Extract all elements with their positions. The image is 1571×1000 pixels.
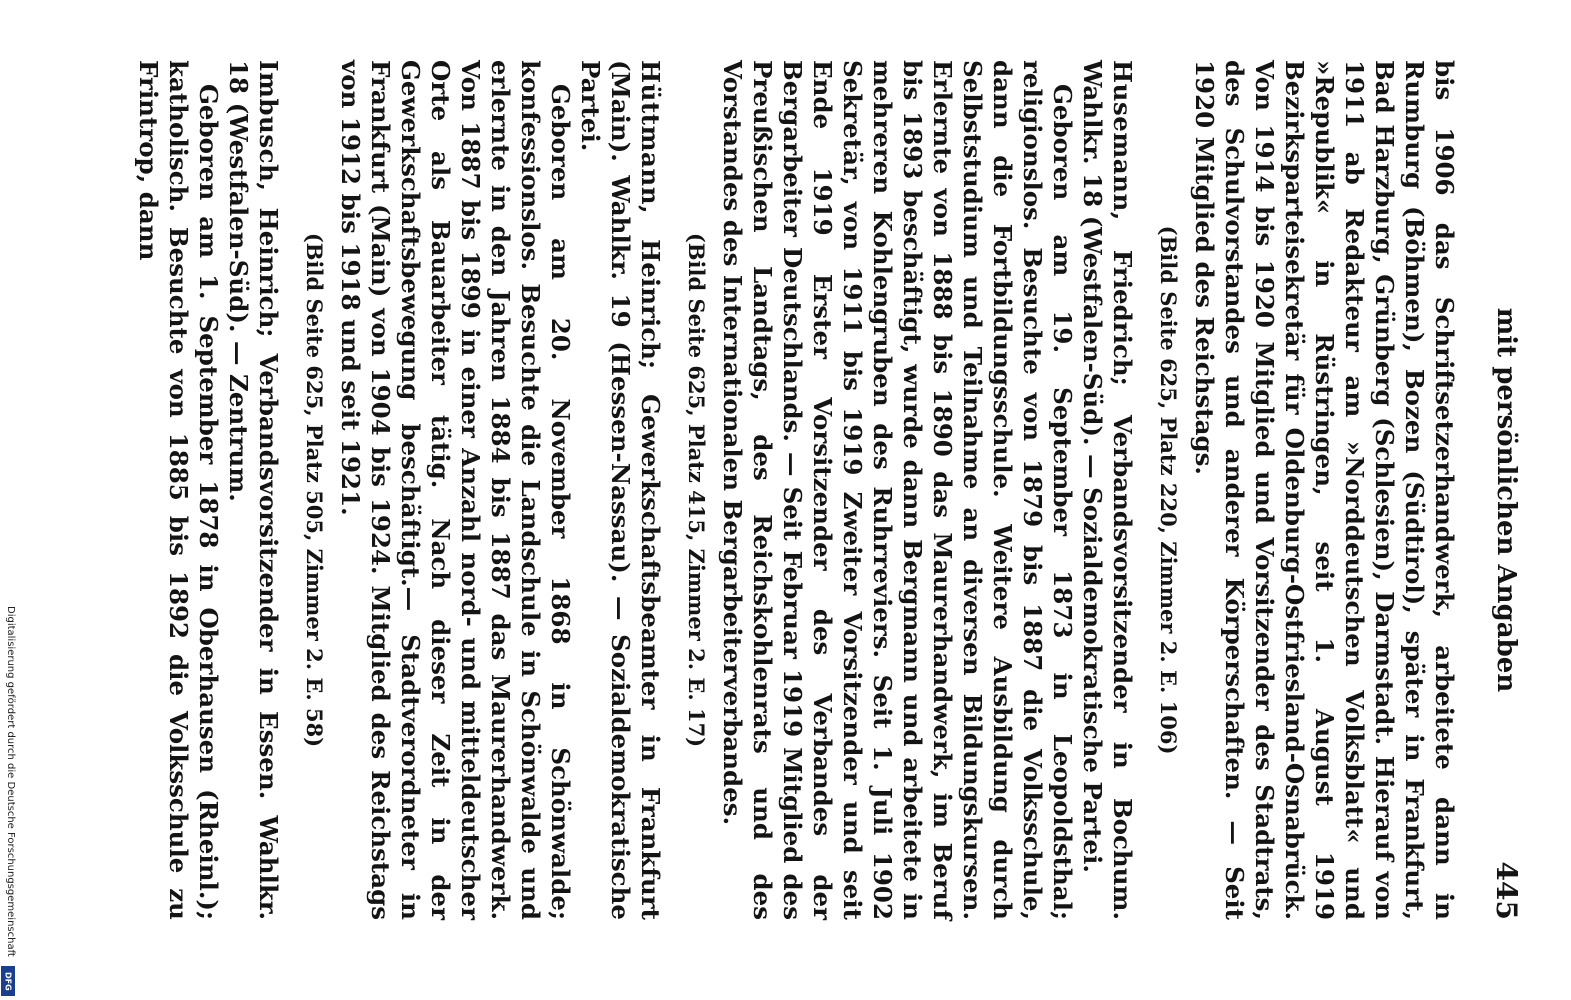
- entry-reference: (Bild Seite 625, Platz 415, Zimmer 2. E. 17): [684, 232, 709, 748]
- entry-biography: Geboren am 19. September 1873 in Leopoldsthal; religionslos. Besuchte von 1879 bis 1887 die Volksschule, dann die Fortbildungsschule. Weitere Ausbildung durch Selbststudium und Teilnahme an diversen Bildungskursen. Erlernte von 1888 bis 1890 das Maurerhandwerk, im Beruf bis 1893 beschäftigt, wurde dann Bergmann und arbeitete in mehreren Kohlengruben des Ruhrreviers. Seit 1. Juli 1902 Sekretär, von 1911 bis 1919 Zweiter Vorsitzender und seit Ende 1919 Erster Vorsitzender des Verbandes der Bergarbeiter Deutschlands. — Seit Februar 1919 Mitglied des Preußischen Landtags, des Reichskohlenrats und des Vorstandes des Internationalen Bergarbeiterverbandes.: [718, 60, 1077, 920]
- entry-heading: [575, 60, 665, 920]
- entry-summary: Heinrich; Verbandsvorsitzender in Essen. Wahlkr. 18 (Westfalen-Süd). — Zentrum.: [224, 60, 283, 920]
- page-header: [1481, 80, 1521, 920]
- entry-biography: Geboren am 1. September 1878 in Oberhausen (Rheinl.); katholisch. Besuchte von 1885 bis 1892 die Volksschule zu Frintrop, dann: [134, 60, 223, 920]
- page-number: 445: [1490, 861, 1523, 920]
- entry-summary: Friedrich; Verbandsvorsitzender in Bochum. Wahlkr. 18 (Westfalen-Süd). — Sozialdemokratische Partei.: [1078, 60, 1137, 920]
- entry-name: Imbusch,: [254, 60, 283, 192]
- dfg-logo: DFG: [1, 966, 15, 996]
- entry-heading: [1077, 60, 1137, 920]
- entry-heading: [223, 60, 283, 920]
- entry-reference: (Bild Seite 625, Platz 505, Zimmer 2. E. 58): [302, 232, 327, 748]
- entry-name: Hüttmann,: [636, 60, 665, 215]
- entry-continuation: bis 1906 das Schriftsetzerhandwerk, arbeitete dann in Rumburg (Böhmen), Bozen (Südtirol), später in Frankfurt, Bad Harzburg, Grünberg (Schlesien), Darmstadt. Hierauf von 1911 ab Redakteur am »Norddeutschen Volksblatt« und »Republik« in Rüstringen, seit 1. August 1919 Bezirksparteisekretär für Oldenburg-Ostfriesland-Osnabrück. Von 1914 bis 1920 Mitglied und Vorsitzender des Stadtrats, des Schulvorstandes und anderer Körperschaften. — Seit 1920 Mitglied des Reichstags.: [1190, 60, 1459, 920]
- running-head: mit persönlichen Angaben: [1491, 307, 1521, 693]
- entry-name: Husemann,: [1108, 60, 1137, 221]
- funding-note: Digitalisierung gefördert durch die Deutsche Forschungsgemeinschaft: [5, 606, 16, 957]
- biography-text: [133, 60, 1459, 920]
- entry-reference: (Bild Seite 625, Platz 220, Zimmer 2. E. 106): [1156, 225, 1181, 755]
- entry-summary: Heinrich; Gewerkschaftsbeamter in Frankfurt (Main). Wahlkr. 19 (Hessen-Nassau). — Sozialdemokratische Partei.: [576, 60, 665, 920]
- entry-biography: Geboren am 20. November 1868 in Schönwalde; konfessionslos. Besuchte die Landschule in Schönwalde und erlernte in den Jahren 1884 bis 1887 das Maurerhandwerk. Von 1887 bis 1899 in einer Anzahl nord- und mitteldeutscher Orte als Bauarbeiter tätig. Nach dieser Zeit in der Gewerkschaftsbewegung beschäftigt.— Stadtverordneter in Frankfurt (Main) von 1904 bis 1924. Mitglied des Reichstags von 1912 bis 1918 und seit 1921.: [336, 60, 575, 920]
